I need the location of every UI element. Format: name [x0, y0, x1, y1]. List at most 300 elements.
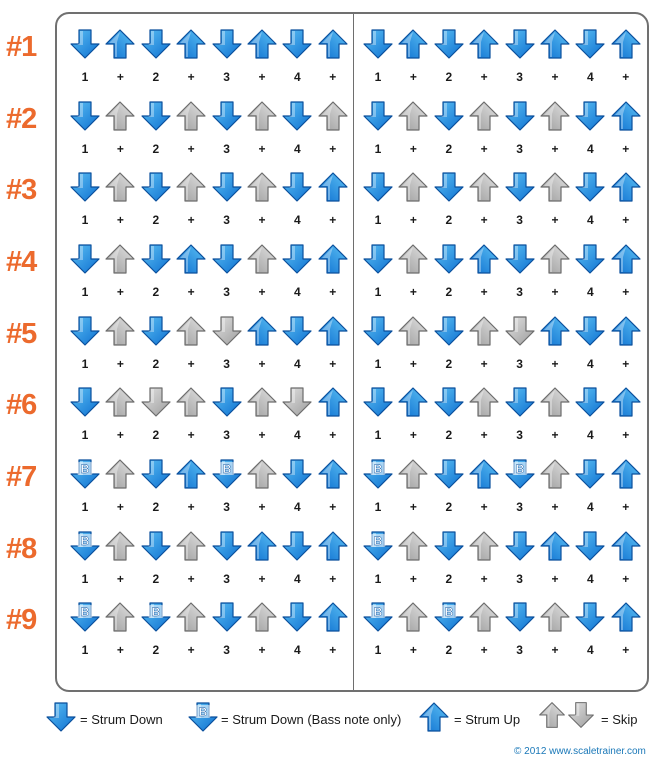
strum-down-icon — [210, 27, 244, 61]
beat-count-label: 2 — [152, 142, 160, 156]
beat-count-label: 1 — [374, 428, 382, 442]
strum-up-icon — [538, 529, 572, 563]
skip-up-icon — [467, 529, 501, 563]
bass-note-down-icon — [361, 529, 395, 563]
skip-up-icon — [103, 242, 137, 276]
beat-count-label: + — [329, 572, 337, 586]
beat-count-label: 2 — [152, 572, 160, 586]
pattern-number: #7 — [6, 461, 37, 493]
beat-count-label: 1 — [374, 142, 382, 156]
beat-count-label: + — [116, 428, 124, 442]
beat-count-label: + — [116, 213, 124, 227]
beat-count-label: + — [551, 142, 559, 156]
legend-skip-label: = Skip — [601, 712, 638, 727]
strum-down-icon — [503, 170, 537, 204]
strum-up-icon — [245, 529, 279, 563]
beat-count-label: 3 — [516, 213, 523, 227]
skip-up-icon — [467, 385, 501, 419]
bass-note-down-icon — [503, 457, 537, 491]
skip-up-icon — [103, 170, 137, 204]
skip-up-icon — [467, 314, 501, 348]
beat-count-label: + — [187, 572, 195, 586]
beat-count-label: 1 — [81, 428, 89, 442]
strum-down-icon — [280, 529, 314, 563]
svg-text:B: B — [151, 605, 161, 619]
skip-up-icon — [245, 600, 279, 634]
strum-down-icon — [361, 314, 395, 348]
strum-down-icon — [573, 385, 607, 419]
strum-down-icon — [68, 170, 102, 204]
beat-count-label: + — [116, 142, 124, 156]
beat-count-label: 1 — [81, 500, 89, 514]
svg-text:B: B — [444, 605, 454, 619]
beat-count-label: + — [258, 357, 266, 371]
beat-count-label: 1 — [81, 285, 89, 299]
beat-count-label: 1 — [81, 213, 89, 227]
beat-count-label: 2 — [445, 357, 453, 371]
strum-down-icon — [432, 242, 466, 276]
strum-up-icon — [417, 700, 451, 734]
skip-up-icon — [538, 99, 572, 133]
beat-count-label: + — [258, 428, 266, 442]
skip-up-icon — [245, 457, 279, 491]
svg-text:B: B — [515, 462, 524, 476]
strum-up-icon — [396, 385, 430, 419]
beat-count-label: 4 — [294, 428, 301, 442]
beat-count-label: 2 — [445, 500, 453, 514]
strum-up-icon — [467, 457, 501, 491]
legend-bass-down-label: = Strum Down (Bass note only) — [221, 712, 402, 727]
skip-up-icon — [316, 99, 350, 133]
bass-note-down-icon — [186, 700, 220, 734]
beat-count-label: 4 — [294, 70, 301, 84]
beat-count-label: 4 — [587, 285, 594, 299]
strum-down-icon — [280, 314, 314, 348]
beat-count-label: 2 — [152, 285, 160, 299]
strum-down-icon — [210, 99, 244, 133]
skip-up-icon — [103, 529, 137, 563]
beat-count-label: 4 — [587, 357, 594, 371]
strum-up-icon — [316, 457, 350, 491]
skip-up-icon — [174, 314, 208, 348]
skip-down-icon — [210, 314, 244, 348]
skip-up-icon — [245, 99, 279, 133]
strum-down-icon — [573, 27, 607, 61]
strum-down-icon — [280, 99, 314, 133]
strum-down-icon — [68, 242, 102, 276]
pattern-number: #8 — [6, 533, 37, 565]
beat-count-label: + — [409, 285, 417, 299]
bass-note-down-icon — [432, 600, 466, 634]
beat-count-label: 1 — [374, 643, 382, 657]
skip-up-icon — [467, 99, 501, 133]
beat-count-label: + — [622, 643, 630, 657]
beat-count-label: 4 — [587, 500, 594, 514]
beat-count-label: + — [409, 643, 417, 657]
strum-up-icon — [609, 457, 643, 491]
pattern-number: #1 — [6, 31, 37, 63]
beat-count-label: 2 — [445, 70, 453, 84]
beat-count-label: + — [329, 500, 337, 514]
strum-up-icon — [538, 314, 572, 348]
pattern-number: #2 — [6, 103, 37, 135]
strum-down-icon — [503, 600, 537, 634]
beat-count-label: 3 — [516, 357, 523, 371]
strum-down-icon — [68, 314, 102, 348]
beat-count-label: + — [409, 70, 417, 84]
strum-down-icon — [573, 529, 607, 563]
beat-count-label: + — [258, 70, 266, 84]
beat-count-label: + — [622, 142, 630, 156]
strum-down-icon — [68, 99, 102, 133]
beat-count-label: + — [551, 572, 559, 586]
beat-count-label: 4 — [587, 70, 594, 84]
strum-down-icon — [432, 385, 466, 419]
skip-down-icon — [139, 385, 173, 419]
svg-text:B: B — [80, 462, 90, 476]
skip-up-icon — [103, 99, 137, 133]
beat-count-label: 2 — [445, 285, 453, 299]
strum-down-icon — [573, 99, 607, 133]
beat-count-label: 3 — [223, 213, 230, 227]
strum-up-icon — [245, 314, 279, 348]
pattern-number: #3 — [6, 174, 37, 206]
strum-up-icon — [316, 170, 350, 204]
beat-count-label: + — [187, 285, 195, 299]
beat-count-label: + — [187, 213, 195, 227]
skip-down-icon — [280, 385, 314, 419]
bass-note-down-icon — [68, 457, 102, 491]
skip-down-icon — [566, 700, 596, 730]
strum-down-icon — [573, 600, 607, 634]
strum-down-icon — [139, 457, 173, 491]
beat-count-label: 2 — [445, 142, 453, 156]
strum-down-icon — [361, 99, 395, 133]
skip-up-icon — [174, 170, 208, 204]
strum-down-icon — [139, 170, 173, 204]
strum-down-icon — [280, 457, 314, 491]
strum-up-icon — [538, 27, 572, 61]
beat-count-label: + — [551, 643, 559, 657]
strum-down-icon — [573, 170, 607, 204]
beat-count-label: 1 — [374, 70, 382, 84]
beat-count-label: 4 — [294, 572, 301, 586]
beat-count-label: 3 — [223, 643, 230, 657]
beat-count-label: + — [480, 643, 488, 657]
beat-count-label: 2 — [152, 428, 160, 442]
beat-count-label: 1 — [81, 643, 89, 657]
svg-text:B: B — [373, 534, 383, 548]
strum-down-icon — [432, 170, 466, 204]
skip-up-icon — [103, 385, 137, 419]
beat-count-label: + — [551, 500, 559, 514]
skip-up-icon — [396, 457, 430, 491]
skip-up-icon — [467, 600, 501, 634]
svg-text:B: B — [373, 462, 383, 476]
beat-count-label: 3 — [516, 428, 523, 442]
beat-count-label: + — [116, 572, 124, 586]
beat-count-label: + — [480, 142, 488, 156]
svg-text:B: B — [373, 605, 383, 619]
strum-down-icon — [503, 27, 537, 61]
beat-count-label: 1 — [81, 70, 89, 84]
beat-count-label: 4 — [294, 643, 301, 657]
measure-divider — [353, 14, 354, 690]
beat-count-label: 3 — [223, 357, 230, 371]
svg-text:B: B — [222, 462, 231, 476]
beat-count-label: + — [187, 142, 195, 156]
copyright-text: © 2012 www.scaletrainer.com — [514, 746, 646, 757]
bass-note-down-icon — [361, 457, 395, 491]
strum-up-icon — [467, 242, 501, 276]
beat-count-label: + — [622, 213, 630, 227]
beat-count-label: 2 — [152, 500, 160, 514]
beat-count-label: + — [622, 70, 630, 84]
beat-count-label: + — [480, 572, 488, 586]
pattern-number: #6 — [6, 389, 37, 421]
skip-up-icon — [103, 314, 137, 348]
strum-down-icon — [210, 529, 244, 563]
beat-count-label: + — [409, 357, 417, 371]
strum-down-icon — [280, 27, 314, 61]
strum-down-icon — [210, 170, 244, 204]
beat-count-label: 2 — [152, 357, 160, 371]
beat-count-label: + — [258, 142, 266, 156]
bass-note-down-icon — [361, 600, 395, 634]
beat-count-label: + — [187, 357, 195, 371]
beat-count-label: + — [187, 500, 195, 514]
strum-up-icon — [316, 385, 350, 419]
skip-up-icon — [103, 457, 137, 491]
beat-count-label: + — [116, 643, 124, 657]
strum-down-icon — [361, 242, 395, 276]
strum-down-icon — [139, 529, 173, 563]
strum-down-icon — [139, 242, 173, 276]
skip-up-icon — [538, 242, 572, 276]
strum-up-icon — [316, 314, 350, 348]
strum-down-icon — [503, 99, 537, 133]
strum-down-icon — [432, 99, 466, 133]
beat-count-label: 3 — [516, 643, 523, 657]
strum-up-icon — [103, 27, 137, 61]
beat-count-label: + — [329, 357, 337, 371]
strum-up-icon — [609, 529, 643, 563]
bass-note-down-icon — [68, 529, 102, 563]
beat-count-label: 2 — [152, 643, 160, 657]
strum-down-icon — [280, 242, 314, 276]
strum-up-icon — [316, 242, 350, 276]
strum-down-icon — [573, 242, 607, 276]
skip-up-icon — [537, 700, 567, 730]
beat-count-label: 3 — [223, 500, 230, 514]
strum-down-icon — [361, 385, 395, 419]
strum-down-icon — [280, 170, 314, 204]
beat-count-label: + — [116, 285, 124, 299]
strum-up-icon — [174, 457, 208, 491]
beat-count-label: 1 — [374, 285, 382, 299]
beat-count-label: + — [258, 572, 266, 586]
strum-up-icon — [609, 242, 643, 276]
strum-down-icon — [280, 600, 314, 634]
beat-count-label: + — [622, 500, 630, 514]
beat-count-label: + — [480, 357, 488, 371]
beat-count-label: 4 — [294, 213, 301, 227]
beat-count-label: + — [116, 357, 124, 371]
beat-count-label: + — [409, 500, 417, 514]
beat-count-label: 2 — [445, 572, 453, 586]
beat-count-label: + — [551, 70, 559, 84]
bass-note-down-icon — [210, 457, 244, 491]
skip-up-icon — [396, 314, 430, 348]
beat-count-label: + — [551, 213, 559, 227]
legend-strum-up-label: = Strum Up — [454, 712, 521, 727]
beat-count-label: + — [187, 643, 195, 657]
beat-count-label: 1 — [374, 572, 382, 586]
beat-count-label: 1 — [81, 572, 89, 586]
beat-count-label: 1 — [81, 357, 89, 371]
strum-down-icon — [432, 529, 466, 563]
beat-count-label: 4 — [587, 142, 594, 156]
beat-count-label: 1 — [81, 142, 89, 156]
skip-up-icon — [174, 600, 208, 634]
legend-strum-down-label: = Strum Down — [80, 712, 163, 727]
strum-up-icon — [609, 314, 643, 348]
strum-down-icon — [361, 170, 395, 204]
beat-count-label: + — [480, 500, 488, 514]
beat-count-label: 3 — [516, 70, 523, 84]
svg-text:B: B — [198, 705, 208, 719]
beat-count-label: 4 — [294, 357, 301, 371]
beat-count-label: + — [258, 213, 266, 227]
strum-up-icon — [467, 27, 501, 61]
strum-down-icon — [139, 99, 173, 133]
beat-count-label: 4 — [587, 572, 594, 586]
strum-down-icon — [68, 385, 102, 419]
beat-count-label: + — [480, 70, 488, 84]
skip-up-icon — [396, 99, 430, 133]
beat-count-label: 3 — [223, 572, 230, 586]
beat-count-label: 4 — [294, 500, 301, 514]
beat-count-label: + — [258, 285, 266, 299]
beat-count-label: + — [116, 500, 124, 514]
beat-count-label: 1 — [374, 500, 382, 514]
strum-down-icon — [44, 700, 78, 734]
strum-up-icon — [609, 27, 643, 61]
strum-up-icon — [174, 242, 208, 276]
beat-count-label: 3 — [223, 428, 230, 442]
beat-count-label: 1 — [374, 357, 382, 371]
strum-up-icon — [396, 27, 430, 61]
beat-count-label: + — [480, 428, 488, 442]
beat-count-label: 3 — [223, 142, 230, 156]
beat-count-label: + — [329, 142, 337, 156]
beat-count-label: 3 — [223, 285, 230, 299]
skip-up-icon — [396, 170, 430, 204]
beat-count-label: + — [622, 428, 630, 442]
beat-count-label: + — [409, 213, 417, 227]
beat-count-label: 4 — [587, 643, 594, 657]
strum-down-icon — [210, 385, 244, 419]
beat-count-label: 4 — [587, 213, 594, 227]
beat-count-label: + — [329, 70, 337, 84]
strum-up-icon — [316, 27, 350, 61]
beat-count-label: + — [622, 285, 630, 299]
beat-count-label: + — [551, 428, 559, 442]
beat-count-label: + — [329, 213, 337, 227]
skip-up-icon — [174, 385, 208, 419]
beat-count-label: 3 — [516, 142, 523, 156]
strum-down-icon — [573, 457, 607, 491]
beat-count-label: + — [329, 285, 337, 299]
skip-up-icon — [174, 99, 208, 133]
strum-up-icon — [609, 600, 643, 634]
skip-up-icon — [245, 170, 279, 204]
pattern-number: #9 — [6, 604, 37, 636]
bass-note-down-icon — [68, 600, 102, 634]
beat-count-label: 4 — [587, 428, 594, 442]
beat-count-label: + — [622, 357, 630, 371]
pattern-number: #4 — [6, 246, 37, 278]
beat-count-label: 3 — [516, 500, 523, 514]
strum-up-icon — [609, 170, 643, 204]
strum-up-icon — [245, 27, 279, 61]
strum-down-icon — [432, 27, 466, 61]
skip-up-icon — [538, 600, 572, 634]
beat-count-label: + — [187, 70, 195, 84]
strum-up-icon — [316, 600, 350, 634]
beat-count-label: + — [116, 70, 124, 84]
strum-down-icon — [361, 27, 395, 61]
beat-count-label: 4 — [294, 285, 301, 299]
strum-down-icon — [503, 385, 537, 419]
strum-down-icon — [210, 600, 244, 634]
beat-count-label: + — [409, 428, 417, 442]
skip-up-icon — [538, 457, 572, 491]
beat-count-label: + — [329, 428, 337, 442]
beat-count-label: 2 — [152, 70, 160, 84]
strum-down-icon — [503, 529, 537, 563]
strum-down-icon — [432, 314, 466, 348]
beat-count-label: 2 — [445, 213, 453, 227]
skip-up-icon — [538, 170, 572, 204]
skip-up-icon — [396, 529, 430, 563]
beat-count-label: + — [551, 285, 559, 299]
pattern-number: #5 — [6, 318, 37, 350]
beat-count-label: 4 — [294, 142, 301, 156]
beat-count-label: + — [187, 428, 195, 442]
svg-text:B: B — [80, 534, 90, 548]
skip-up-icon — [396, 600, 430, 634]
skip-up-icon — [538, 385, 572, 419]
strum-down-icon — [139, 314, 173, 348]
skip-up-icon — [467, 170, 501, 204]
skip-up-icon — [103, 600, 137, 634]
strum-up-icon — [316, 529, 350, 563]
strum-up-icon — [174, 27, 208, 61]
beat-count-label: + — [480, 213, 488, 227]
skip-up-icon — [396, 242, 430, 276]
strum-down-icon — [139, 27, 173, 61]
beat-count-label: + — [622, 572, 630, 586]
beat-count-label: + — [258, 500, 266, 514]
strum-up-icon — [609, 385, 643, 419]
beat-count-label: + — [329, 643, 337, 657]
strum-down-icon — [210, 242, 244, 276]
strum-down-icon — [573, 314, 607, 348]
beat-count-label: + — [409, 572, 417, 586]
strum-down-icon — [503, 242, 537, 276]
beat-count-label: 2 — [445, 428, 453, 442]
